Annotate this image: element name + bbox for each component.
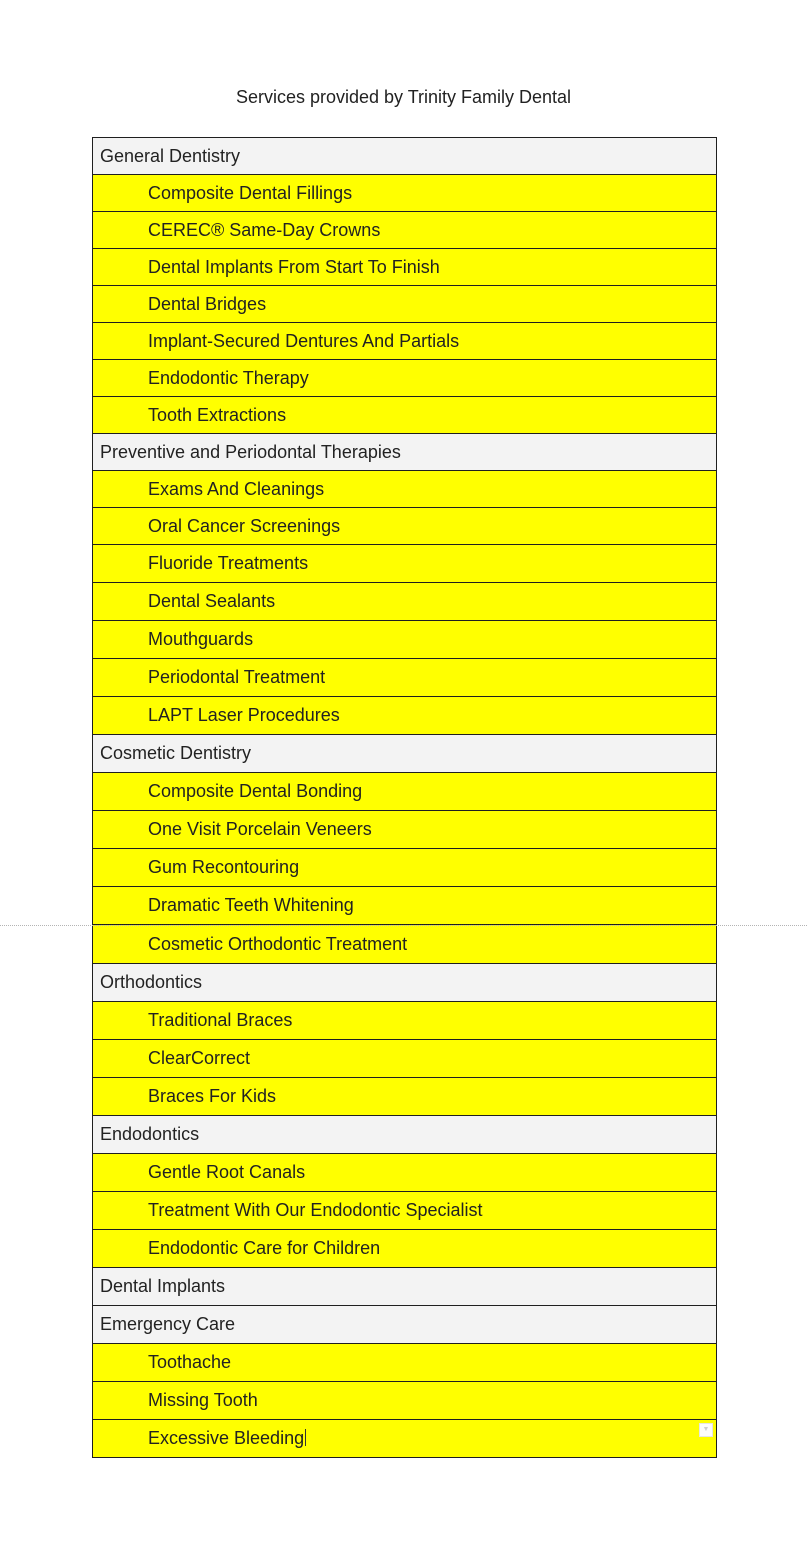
service-label: Endodontic Care for Children [148,1238,381,1258]
services-table [92,137,717,1458]
service-cell[interactable] [93,508,717,545]
service-cell[interactable] [93,397,717,434]
service-label: Composite Dental Bonding [148,781,363,801]
service-label: Gum Recontouring [148,857,300,877]
service-label: Endodontic Therapy [148,367,309,388]
service-label: Periodontal Treatment [148,667,326,687]
service-row [93,811,717,849]
service-cell[interactable] [93,360,717,397]
service-cell[interactable] [93,1078,717,1116]
service-label: ClearCorrect [148,1048,251,1068]
service-label: Fluoride Treatments [148,553,309,573]
service-label: Missing Tooth [148,1390,258,1410]
service-label: Dental Sealants [148,591,276,611]
services-table-body [93,138,717,1458]
category-cell[interactable]: Emergency Care [93,1306,717,1344]
service-row [93,1154,717,1192]
service-cell[interactable] [93,212,717,249]
service-cell[interactable] [93,1230,717,1268]
service-cell[interactable] [93,286,717,323]
service-row [93,508,717,545]
service-cell[interactable] [93,887,717,925]
category-row [93,735,717,773]
category-cell[interactable]: Orthodontics [93,964,717,1002]
service-label: Excessive Bleeding [148,1428,305,1448]
service-row [93,1344,717,1382]
service-label: Tooth Extractions [148,404,287,425]
service-label: Traditional Braces [148,1010,293,1030]
text-cursor [305,1429,306,1446]
service-row [93,1382,717,1420]
chevron-down-icon[interactable]: ▼ [699,1423,713,1437]
service-cell[interactable] [93,621,717,659]
service-cell[interactable] [93,1382,717,1420]
service-cell[interactable] [93,1154,717,1192]
service-label: LAPT Laser Procedures [148,705,340,725]
service-cell[interactable] [93,697,717,735]
service-label: Composite Dental Fillings [148,182,353,203]
service-label: Implant-Secured Dentures And Partials [148,330,460,351]
service-row [93,175,717,212]
service-row [93,773,717,811]
service-cell[interactable] [93,583,717,621]
service-label: Mouthguards [148,629,254,649]
service-cell[interactable] [93,659,717,697]
service-row [93,1192,717,1230]
category-row [93,1268,717,1306]
service-row [93,360,717,397]
service-cell[interactable] [93,1040,717,1078]
category-row [93,434,717,471]
service-label: CEREC® Same-Day Crowns [148,219,381,240]
service-cell[interactable] [93,471,717,508]
service-cell[interactable] [93,811,717,849]
service-row [93,697,717,735]
service-label: Cosmetic Orthodontic Treatment [148,933,408,954]
service-label: Braces For Kids [148,1086,277,1106]
category-row [93,1306,717,1344]
category-cell[interactable]: Preventive and Periodontal Therapies [93,434,717,471]
category-cell[interactable]: Cosmetic Dentistry [93,735,717,773]
service-row [93,621,717,659]
service-row [93,212,717,249]
service-row [93,545,717,583]
service-row [93,1002,717,1040]
service-row [93,397,717,434]
service-row [93,1420,717,1458]
service-label: Dental Implants From Start To Finish [148,256,440,277]
category-row [93,138,717,175]
service-label: One Visit Porcelain Veneers [148,819,372,839]
service-cell[interactable] [93,175,717,212]
document-title: Services provided by Trinity Family Dental [235,87,572,107]
service-row [93,1230,717,1268]
service-label: Treatment With Our Endodontic Specialist [148,1200,483,1220]
service-cell[interactable] [93,773,717,811]
service-cell[interactable] [93,1420,717,1458]
service-row [93,471,717,508]
service-cell[interactable] [93,1344,717,1382]
service-row [93,925,717,964]
category-row [93,964,717,1002]
service-cell[interactable] [93,249,717,286]
category-cell[interactable]: Endodontics [93,1116,717,1154]
category-row [93,1116,717,1154]
service-label: Dental Bridges [148,293,267,314]
service-row [93,323,717,360]
service-row [93,887,717,925]
service-row [93,286,717,323]
service-cell[interactable] [93,323,717,360]
service-label: Toothache [148,1352,232,1372]
category-cell[interactable]: General Dentistry [93,138,717,175]
service-row [93,659,717,697]
service-cell[interactable] [93,849,717,887]
service-label: Gentle Root Canals [148,1162,306,1182]
service-cell[interactable] [93,1192,717,1230]
service-cell[interactable] [93,545,717,583]
service-row [93,849,717,887]
service-row [93,1040,717,1078]
service-row [93,583,717,621]
page-break-line [0,925,807,926]
service-cell[interactable] [93,1002,717,1040]
service-label: Exams And Cleanings [148,478,325,499]
service-label: Oral Cancer Screenings [148,515,341,536]
service-row [93,1078,717,1116]
service-row [93,249,717,286]
service-label: Dramatic Teeth Whitening [148,895,354,915]
service-cell[interactable] [93,925,717,964]
category-cell[interactable]: Dental Implants [93,1268,717,1306]
